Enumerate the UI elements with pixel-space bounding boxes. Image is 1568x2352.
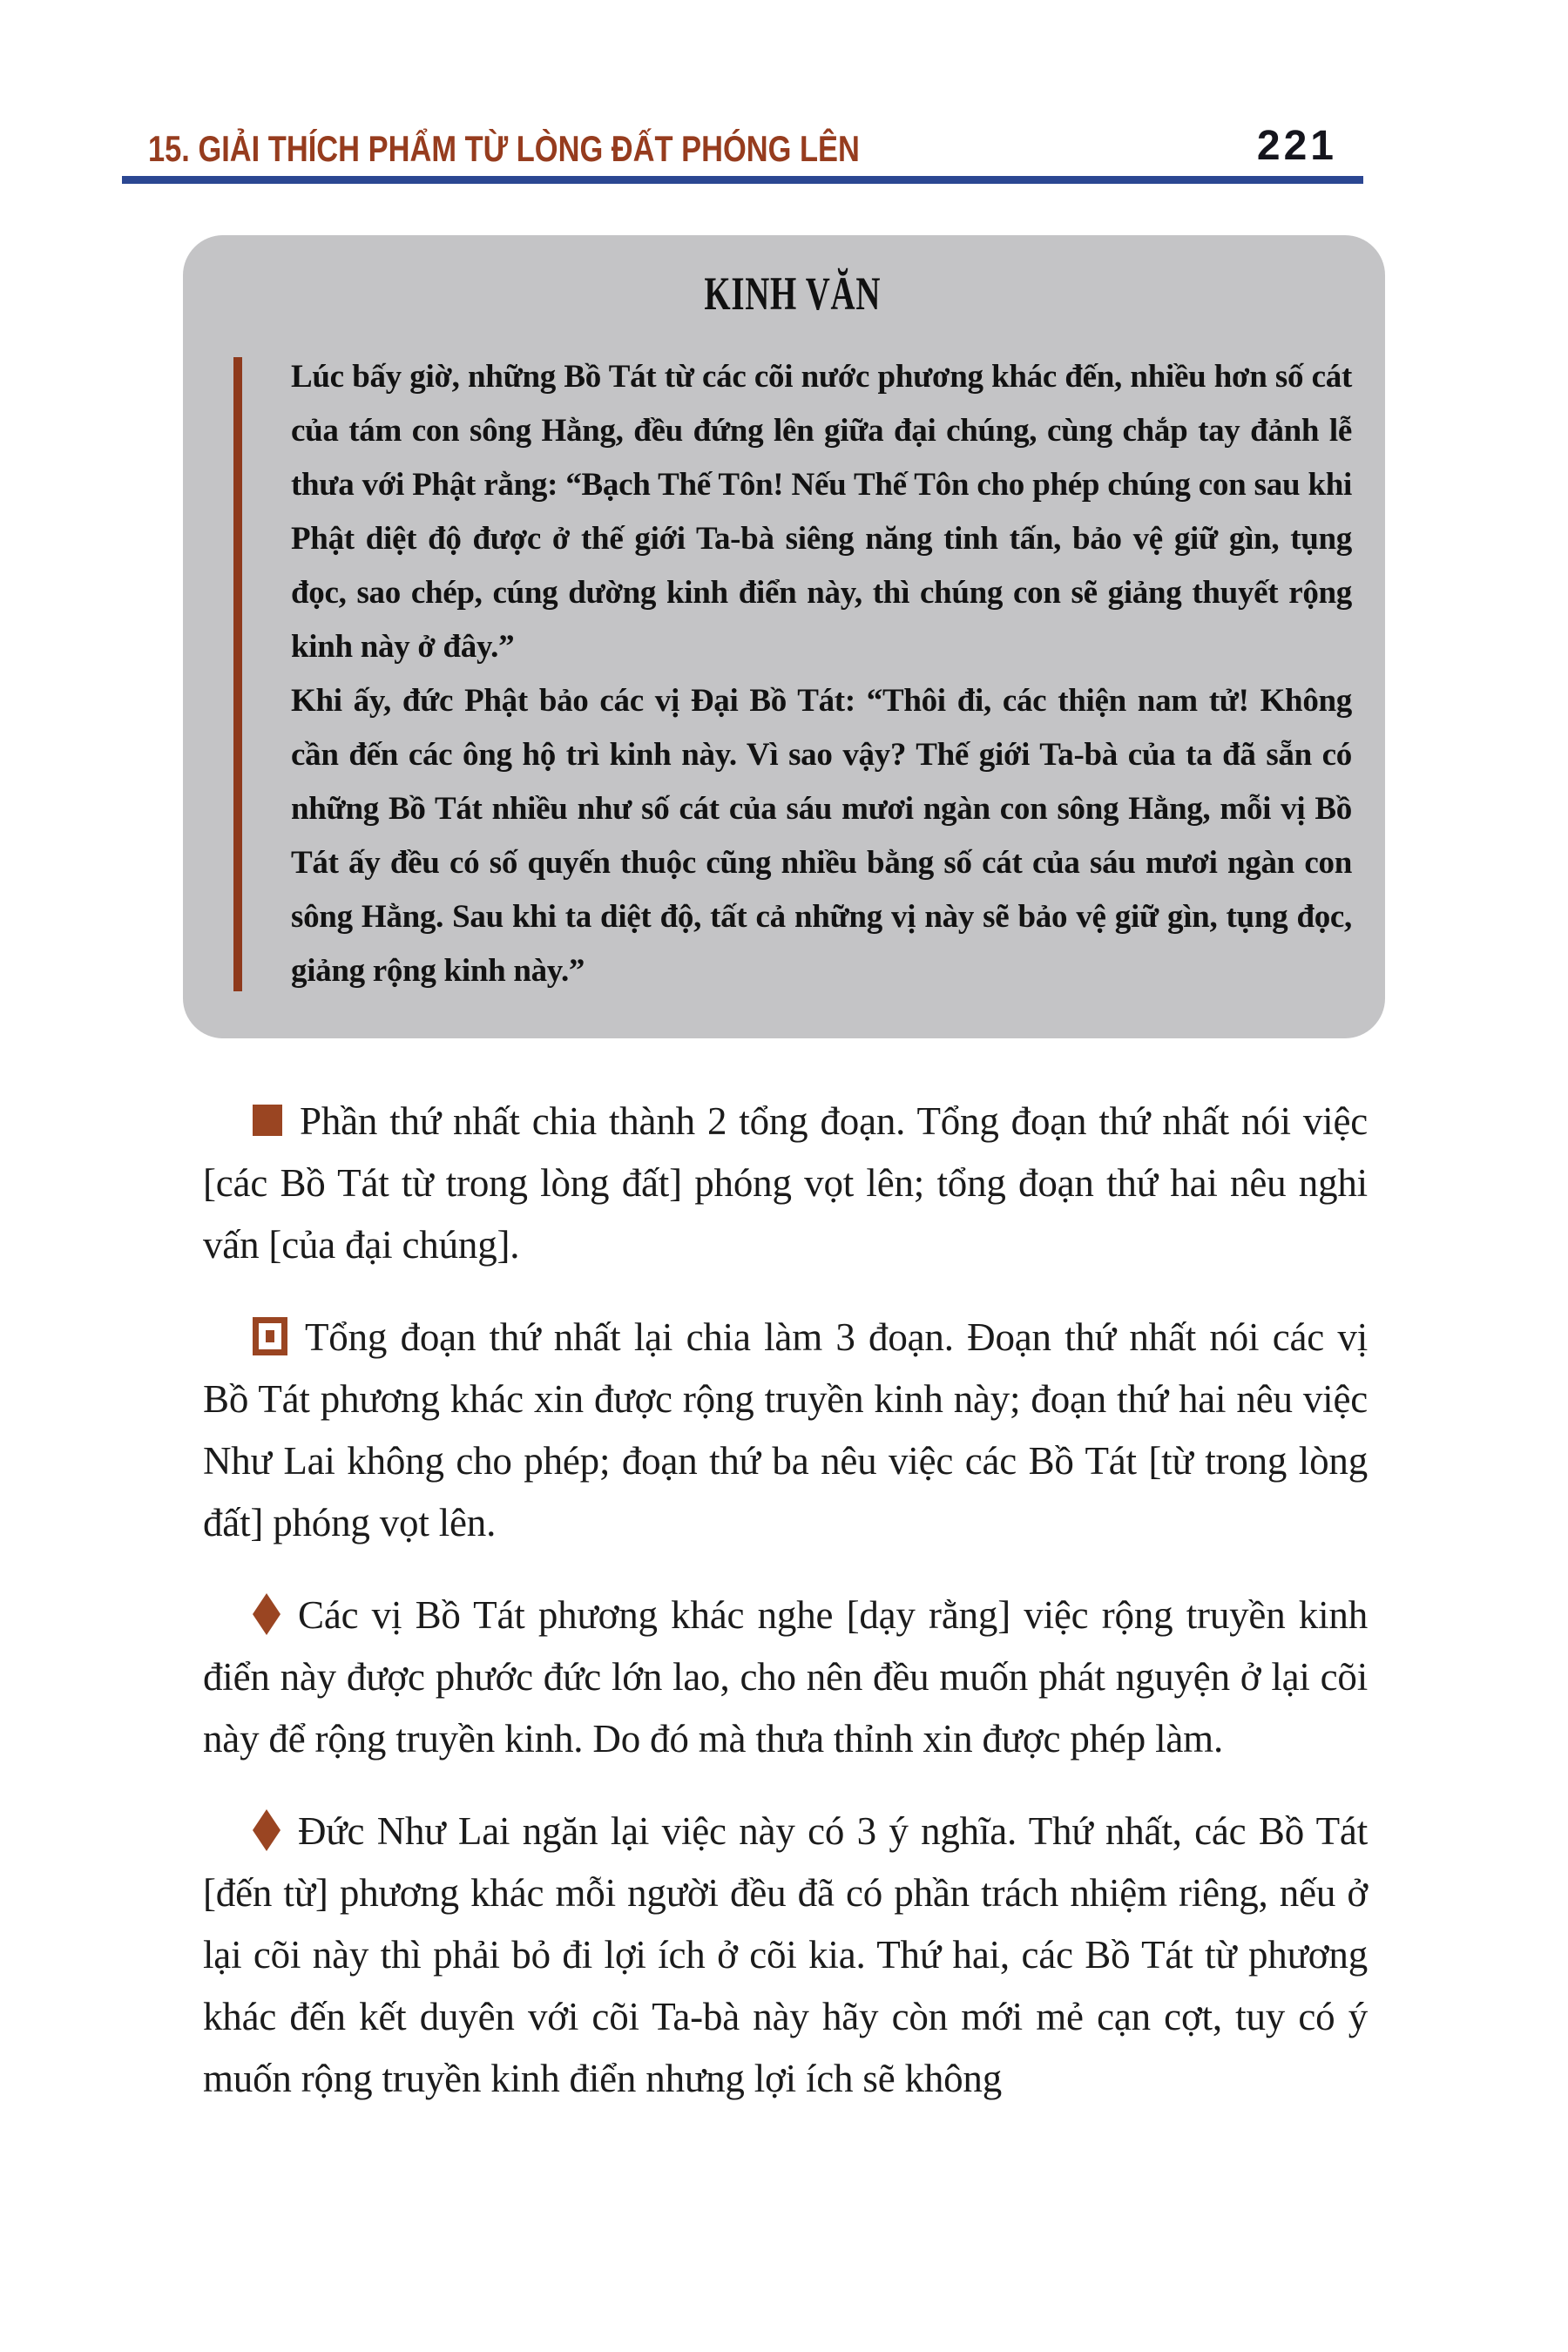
commentary-text: Các vị Bồ Tát phương khác nghe [dạy rằng] việc rộng truyền kinh điển này được phước đức lớn lao, cho nên đều muốn phát nguyện ở lại cõi này để rộng truyền kinh. Do đó mà thưa thỉnh xin được phép làm. bbox=[203, 1593, 1368, 1761]
square-outlined-bullet-icon bbox=[253, 1317, 287, 1355]
quote-paragraph: Khi ấy, đức Phật bảo các vị Đại Bồ Tát: “Thôi đi, các thiện nam tử! Không cần đến các ông hộ trì kinh này. Vì sao vậy? Thế giới Ta-bà của ta đã sẵn có những Bồ Tát nhiều như số cát của sáu mươi ngàn con sông Hằng, mỗi vị Bồ Tát ấy đều có số quyến thuộc cũng nhiều bằng số cát của sáu mươi ngàn con sông Hằng. Sau khi ta diệt độ, tất cả những vị này sẽ bảo vệ giữ gìn, tụng đọc, giảng rộng kinh này.” bbox=[291, 683, 1352, 989]
diamond-bullet-icon bbox=[253, 1809, 280, 1851]
commentary-paragraph bbox=[203, 1801, 1368, 2110]
commentary-paragraph bbox=[203, 1091, 1368, 1276]
sutra-box-title: KINH VĂN bbox=[704, 267, 882, 320]
commentary-section bbox=[203, 1091, 1368, 2140]
quote-text-block bbox=[242, 350, 1352, 998]
sutra-quote bbox=[233, 350, 1352, 998]
diamond-bullet-icon bbox=[253, 1593, 280, 1635]
commentary-text: Đức Như Lai ngăn lại việc này có 3 ý nghĩa. Thứ nhất, các Bồ Tát [đến từ] phương khác mỗi người đều đã có phần trách nhiệm riêng, nếu ở lại cõi này thì phải bỏ đi lợi ích ở cõi kia. Thứ hai, các Bồ Tát từ phương khác đến kết duyên với cõi Ta-bà này hãy còn mới mẻ cạn cợt, tuy có ý muốn rộng truyền kinh điển nhưng lợi ích sẽ không bbox=[203, 1809, 1368, 2100]
sutra-box bbox=[183, 235, 1385, 1038]
page-number: 221 bbox=[1256, 123, 1337, 169]
sutra-box-heading bbox=[233, 267, 1352, 321]
chapter-title: 15. GIẢI THÍCH PHẨM TỪ LÒNG ĐẤT PHÓNG LÊN bbox=[148, 128, 860, 169]
commentary-paragraph bbox=[203, 1307, 1368, 1554]
commentary-text: Phần thứ nhất chia thành 2 tổng đoạn. Tổng đoạn thứ nhất nói việc [các Bồ Tát từ trong lòng đất] phóng vọt lên; tổng đoạn thứ hai nêu nghi vấn [của đại chúng]. bbox=[203, 1099, 1368, 1267]
header-divider-rule bbox=[122, 176, 1363, 184]
quote-paragraph: Lúc bấy giờ, những Bồ Tát từ các cõi nước phương khác đến, nhiều hơn số cát của tám con sông Hằng, đều đứng lên giữa đại chúng, cùng chắp tay đảnh lễ thưa với Phật rằng: “Bạch Thế Tôn! Nếu Thế Tôn cho phép chúng con sau khi Phật diệt độ được ở thế giới Ta-bà siêng năng tinh tấn, bảo vệ giữ gìn, tụng đọc, sao chép, cúng dường kinh điển này, thì chúng con sẽ giảng thuyết rộng kinh này ở đây.” bbox=[291, 359, 1352, 665]
quote-accent-bar bbox=[233, 357, 242, 991]
commentary-text: Tổng đoạn thứ nhất lại chia làm 3 đoạn. Đoạn thứ nhất nói các vị Bồ Tát phương khác xin được rộng truyền kinh này; đoạn thứ hai nêu việc Như Lai không cho phép; đoạn thứ ba nêu việc các Bồ Tát [từ trong lòng đất] phóng vọt lên. bbox=[203, 1315, 1368, 1544]
square-filled-bullet-icon bbox=[253, 1105, 282, 1136]
commentary-paragraph bbox=[203, 1585, 1368, 1770]
page-header bbox=[148, 122, 1363, 167]
